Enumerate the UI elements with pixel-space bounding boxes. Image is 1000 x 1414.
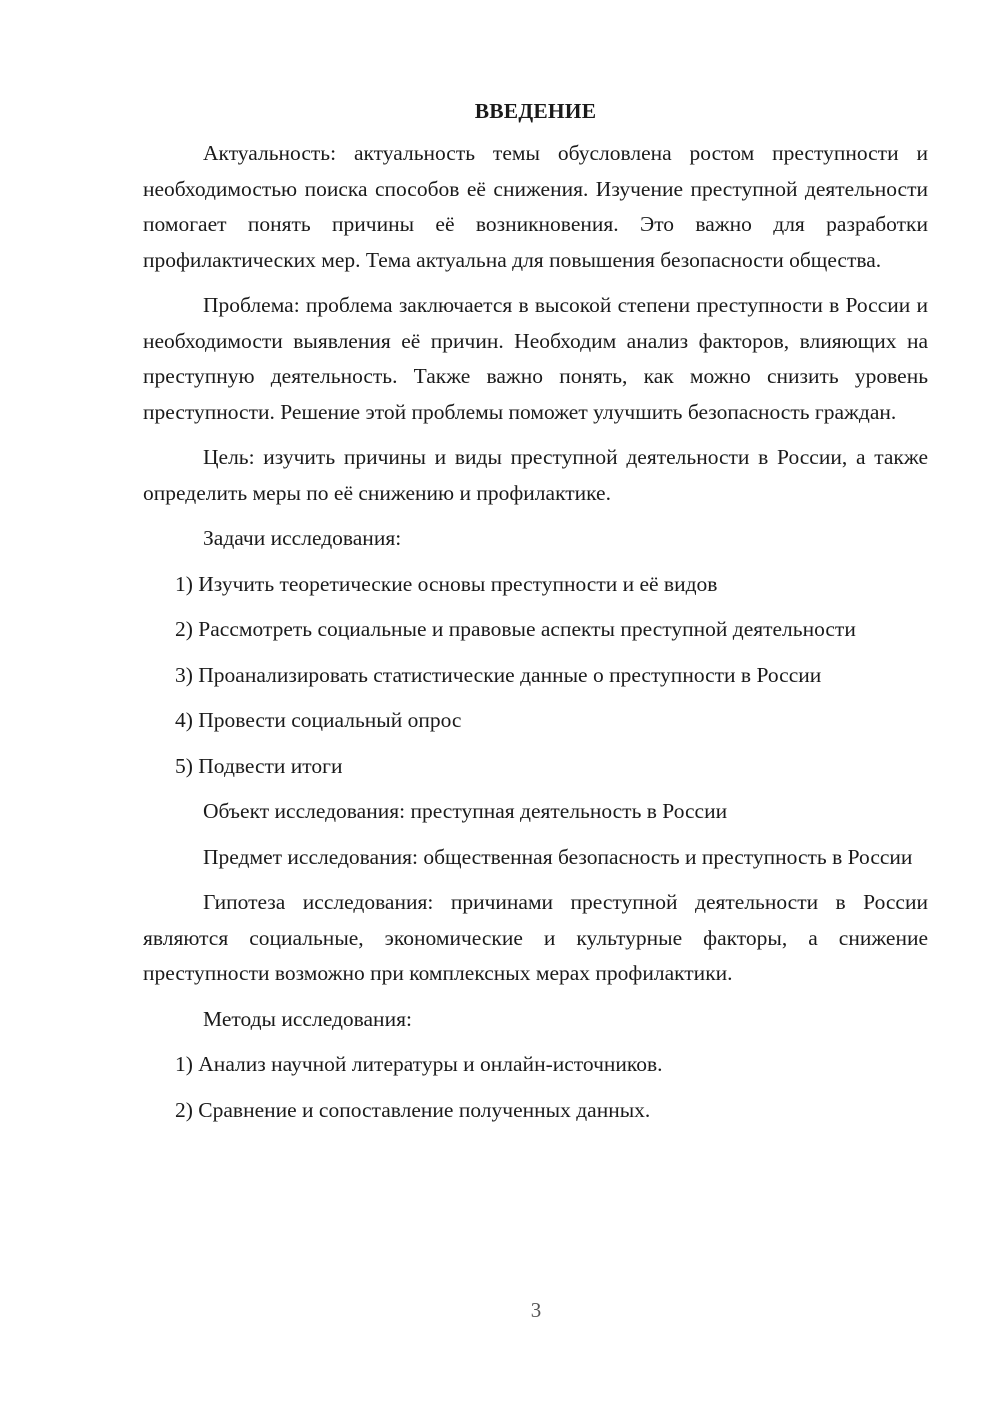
document-page — [143, 96, 928, 1138]
goal-paragraph: Цель: изучить причины и виды преступной деятельности в России, а также определить меры по её снижению и профилактике. — [143, 445, 928, 505]
page-number: 3 — [530, 1298, 542, 1322]
method-item-1: 1) Анализ научной литературы и онлайн-источников. — [175, 1052, 663, 1076]
task-item-2: 2) Рассмотреть социальные и правовые аспекты преступной деятельности — [175, 617, 856, 641]
task-item-1: 1) Изучить теоретические основы преступности и её видов — [175, 571, 718, 596]
hypothesis-paragraph: Гипотеза исследования: причинами преступной деятельности в России являются социальные, экономические и культурные факторы, а снижение преступности возможно при комплексных мерах профилактики. — [143, 890, 928, 985]
method-item-2: 2) Сравнение и сопоставление полученных данных. — [175, 1097, 651, 1122]
page-title: ВВЕДЕНИЕ — [474, 99, 597, 123]
relevance-paragraph: Актуальность: актуальность темы обусловлена ростом преступности и необходимостью поиска способов её снижения. Изучение преступной деятельности помогает понять причины её возникновения. Это важно для разработки профилактических мер. Тема актуальна для повышения безопасности общества. — [143, 141, 928, 272]
task-item-3: 3) Проанализировать статистические данные о преступности в России — [175, 662, 822, 687]
subject-paragraph: Предмет исследования: общественная безопасность и преступность в России — [203, 844, 913, 869]
problem-paragraph: Проблема: проблема заключается в высокой степени преступности в России и необходимости выявления её причин. Необходим анализ факторов, влияющих на преступную деятельность. Также важно понять, как можно снизить уровень преступности. Решение этой проблемы поможет улучшить безопасность граждан. — [143, 293, 928, 424]
task-item-4: 4) Провести социальный опрос — [175, 708, 462, 732]
tasks-heading: Задачи исследования: — [203, 526, 402, 550]
task-item-5: 5) Подвести итоги — [175, 753, 343, 778]
object-paragraph: Объект исследования: преступная деятельность в России — [203, 799, 728, 823]
methods-heading: Методы исследования: — [203, 1006, 412, 1031]
